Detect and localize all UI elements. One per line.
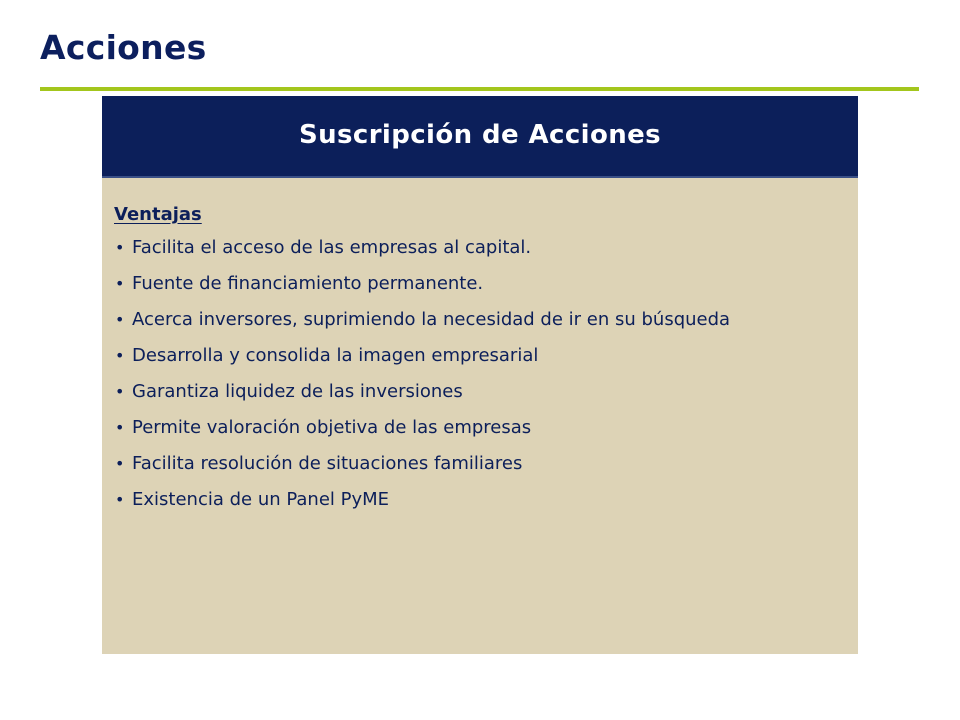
bullet-icon: • xyxy=(115,454,125,473)
list-item-text: Permite valoración objetiva de las empresas xyxy=(132,417,532,438)
list-item xyxy=(114,272,834,295)
list-item-text: Acerca inversores, suprimiendo la necesidad de ir en su búsqueda xyxy=(132,309,731,330)
card-header-title: Suscripción de Acciones xyxy=(298,120,662,150)
advantages-list xyxy=(114,236,834,511)
list-item xyxy=(114,344,834,367)
slide-title: Acciones xyxy=(40,28,207,67)
card-body xyxy=(114,202,834,524)
bullet-icon: • xyxy=(115,310,125,329)
list-item-text: Garantiza liquidez de las inversiones xyxy=(132,381,463,402)
list-item-text: Facilita el acceso de las empresas al capital. xyxy=(132,237,532,258)
list-item-text: Facilita resolución de situaciones familiares xyxy=(132,453,523,474)
bullet-icon: • xyxy=(115,346,125,365)
bullet-icon: • xyxy=(115,382,125,401)
list-item xyxy=(114,452,834,475)
subscription-card xyxy=(102,96,858,654)
list-item xyxy=(114,380,834,403)
list-item-text: Existencia de un Panel PyME xyxy=(132,489,390,510)
list-item xyxy=(114,416,834,439)
bullet-icon: • xyxy=(115,418,125,437)
list-item xyxy=(114,488,834,511)
list-item xyxy=(114,308,834,331)
title-underline-rule xyxy=(40,87,919,91)
list-item xyxy=(114,236,834,259)
list-item-text: Fuente de financiamiento permanente. xyxy=(132,273,484,294)
section-heading-ventajas: Ventajas xyxy=(114,204,202,225)
bullet-icon: • xyxy=(115,490,125,509)
bullet-icon: • xyxy=(115,274,125,293)
bullet-icon: • xyxy=(115,238,125,257)
card-header xyxy=(102,96,858,178)
list-item-text: Desarrolla y consolida la imagen empresarial xyxy=(132,345,539,366)
